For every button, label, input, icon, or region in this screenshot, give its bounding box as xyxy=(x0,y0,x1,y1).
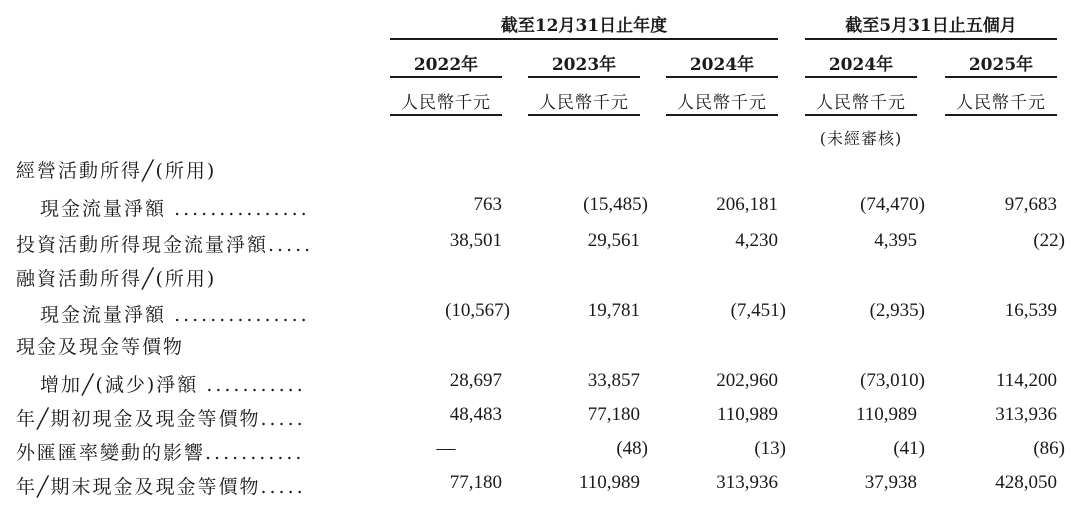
table-cell: (73,010) xyxy=(860,370,925,391)
row-label-text: 增加╱(減少)淨額 xyxy=(40,374,199,396)
table-cell: 313,936 xyxy=(995,404,1057,425)
year-rule-2024 xyxy=(666,76,778,78)
currency-rule-2022 xyxy=(390,114,502,116)
table-cell: 37,938 xyxy=(864,472,917,493)
table-cell: 4,230 xyxy=(735,230,778,251)
table-cell: 33,857 xyxy=(587,370,640,391)
header-group-five-months: 截至5月31日止五個月 xyxy=(845,16,1017,36)
row-label-text: 年╱期末現金及現金等價物 xyxy=(16,476,261,498)
table-cell: 77,180 xyxy=(587,404,640,425)
year-rule-2025 xyxy=(945,76,1057,78)
dot-leader: ..... xyxy=(260,408,306,430)
row-label-cash-change xyxy=(40,370,306,397)
table-cell: (10,567) xyxy=(445,300,510,321)
table-cell: 38,501 xyxy=(449,230,502,251)
table-cell: 77,180 xyxy=(449,472,502,493)
table-cell: 110,989 xyxy=(855,404,917,425)
currency-rule-2024-five-months xyxy=(805,114,917,116)
year-rule-2022 xyxy=(390,76,502,78)
table-cell: (48) xyxy=(616,438,648,459)
row-label-text: 投資活動所得現金流量淨額 xyxy=(16,234,269,256)
row-label-financing-net xyxy=(40,300,310,327)
year-header-2022: 2022年 xyxy=(413,55,479,75)
table-cell: 4,395 xyxy=(874,230,917,251)
currency-rule-2025 xyxy=(945,114,1057,116)
table-cell: 28,697 xyxy=(449,370,502,391)
dot-leader: ..... xyxy=(268,234,314,256)
row-label-operating-net xyxy=(40,194,310,221)
table-cell: 428,050 xyxy=(995,472,1057,493)
currency-header-2024: 人民幣千元 xyxy=(677,93,767,113)
header-group-full-year: 截至12月31日止年度 xyxy=(500,16,668,36)
dot-leader: ........... xyxy=(205,442,305,464)
row-label-opening-cash xyxy=(16,404,306,431)
table-cell: 206,181 xyxy=(716,194,778,215)
header-group-five-months-rule xyxy=(805,38,1057,40)
row-label-text: 外匯匯率變動的影響 xyxy=(16,442,206,464)
dot-leader: ............... xyxy=(174,198,310,220)
table-cell: 110,989 xyxy=(716,404,778,425)
table-cell: (74,470) xyxy=(860,194,925,215)
dot-leader: ..... xyxy=(260,476,306,498)
year-header-2023: 2023年 xyxy=(551,55,617,75)
currency-header-2025: 人民幣千元 xyxy=(956,93,1046,113)
row-label-operating-heading: 經營活動所得╱(所用) xyxy=(16,160,217,182)
dot-leader: ........... xyxy=(206,374,306,396)
table-cell: 763 xyxy=(473,194,502,215)
dot-leader: ............... xyxy=(174,304,310,326)
table-cell: 114,200 xyxy=(995,370,1057,391)
table-cell: 29,561 xyxy=(587,230,640,251)
year-header-2024-five-months: 2024年 xyxy=(828,55,894,75)
currency-header-2022: 人民幣千元 xyxy=(401,93,491,113)
currency-rule-2024 xyxy=(666,114,778,116)
table-cell: (22) xyxy=(1033,230,1065,251)
table-cell: (41) xyxy=(893,438,925,459)
row-label-financing-heading: 融資活動所得╱(所用) xyxy=(16,268,217,290)
row-label-closing-cash xyxy=(16,472,306,499)
row-label-investing-net xyxy=(16,230,313,257)
row-label-cash-heading: 現金及現金等價物 xyxy=(16,336,185,358)
table-cell: (7,451) xyxy=(730,300,786,321)
table-cell: 97,683 xyxy=(1004,194,1057,215)
table-cell: (13) xyxy=(754,438,786,459)
table-cell: (86) xyxy=(1033,438,1065,459)
currency-rule-2023 xyxy=(528,114,640,116)
year-rule-2024-five-months xyxy=(805,76,917,78)
year-header-2025: 2025年 xyxy=(968,55,1034,75)
table-cell: 48,483 xyxy=(449,404,502,425)
table-cell: — xyxy=(436,438,456,459)
table-cell: 202,960 xyxy=(716,370,778,391)
currency-header-2023: 人民幣千元 xyxy=(539,93,629,113)
header-group-full-year-rule xyxy=(390,38,778,40)
table-cell: 313,936 xyxy=(716,472,778,493)
row-label-text: 現金流量淨額 xyxy=(40,304,167,326)
year-header-2024: 2024年 xyxy=(689,55,755,75)
unaudited-note: (未經審核) xyxy=(819,129,903,148)
table-cell: 16,539 xyxy=(1004,300,1057,321)
year-rule-2023 xyxy=(528,76,640,78)
row-label-text: 年╱期初現金及現金等價物 xyxy=(16,408,261,430)
table-cell: (2,935) xyxy=(869,300,925,321)
table-cell: (15,485) xyxy=(583,194,648,215)
currency-header-2024-five-months: 人民幣千元 xyxy=(816,93,906,113)
row-label-text: 現金流量淨額 xyxy=(40,198,167,220)
row-label-fx-effect xyxy=(16,438,304,465)
table-cell: 19,781 xyxy=(587,300,640,321)
table-cell: 110,989 xyxy=(578,472,640,493)
